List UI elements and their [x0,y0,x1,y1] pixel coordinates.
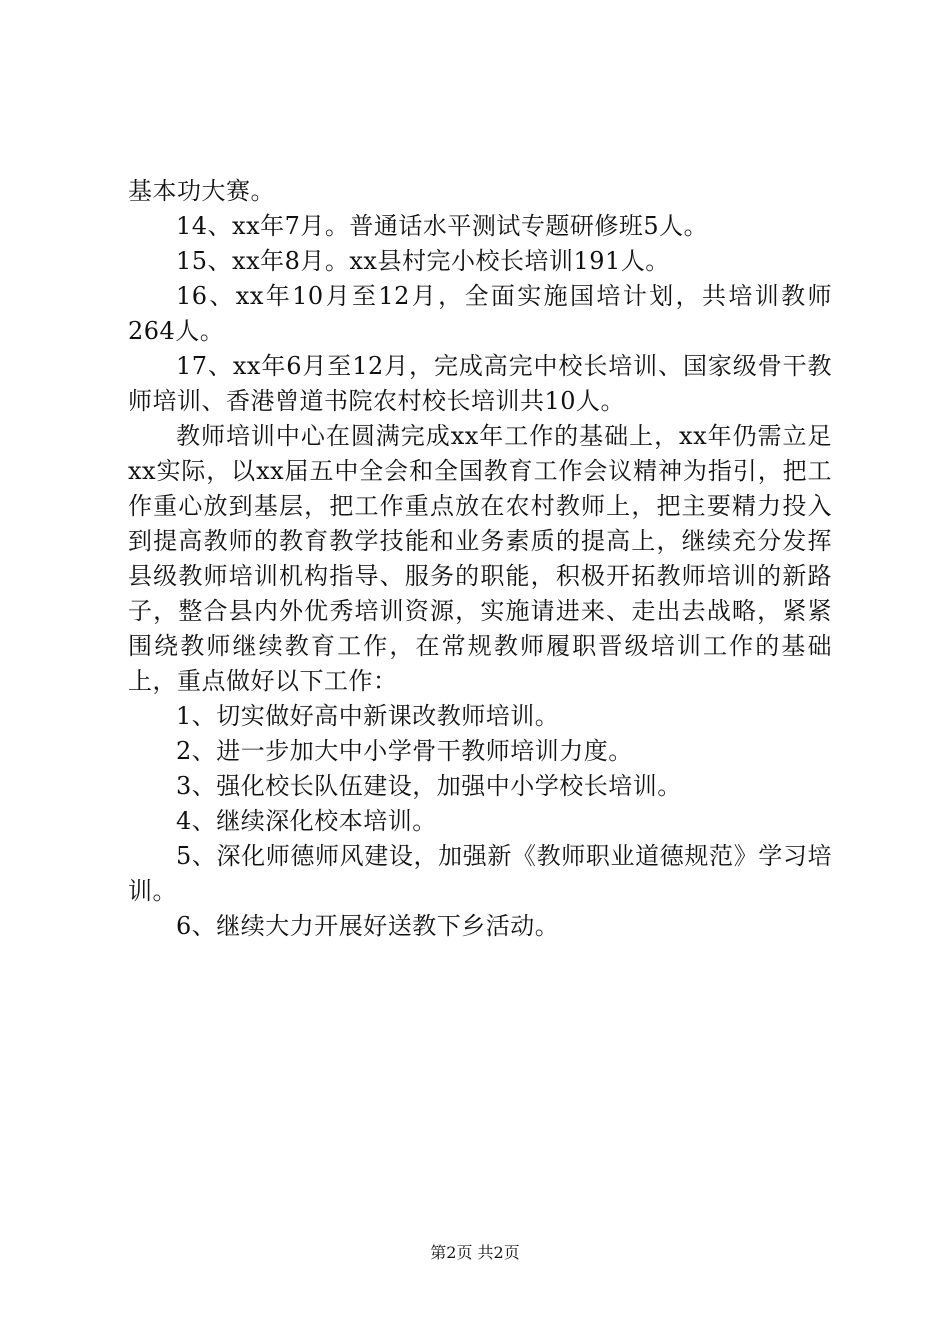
plan-item-1: 1、切实做好高中新课改教师培训。 [176,702,560,730]
list-item-15: 15、xx年8月。xx县村完小校长培训191人。 [176,247,670,275]
plan-item-3: 3、强化校长队伍建设，加强中小学校长培训。 [176,772,682,800]
page-number-indicator: 第2页 共2页 [430,1243,520,1262]
plan-item-2: 2、进一步加大中小学骨干教师培训力度。 [176,737,633,765]
paragraph-plan-summary: 教师培训中心在圆满完成xx年工作的基础上，xx年仍需立足xx实际，以xx届五中全会和全国教育工作会议精神为指引，把工作重心放到基层，把工作重点放在农村教师上，把主要精力投入到提高教师的教育教学技能和业务素质的提高上，继续充分发挥县级教师培训机构指导、服务的职能，积极开拓教师培训的新路子，整合县内外优秀培训资源，实施请进来、走出去战略，紧紧围绕教师继续教育工作，在常规教师履职晋级培训工作的基础上，重点做好以下工作： [128,422,832,695]
list-item-14: 14、xx年7月。普通话水平测试专题研修班5人。 [176,212,709,240]
list-item-16: 16、xx年10月至12月，全面实施国培计划，共培训教师264人。 [128,282,832,345]
plan-item-6: 6、继续大力开展好送教下乡活动。 [176,912,560,940]
plan-item-4: 4、继续深化校本培训。 [176,807,437,835]
paragraph-continuation: 基本功大赛。 [128,177,275,205]
list-item-17: 17、xx年6月至12月，完成高完中校长培训、国家级骨干教师培训、香港曾道书院农村校长培训共10人。 [128,352,832,415]
plan-item-5: 5、深化师德师风建设，加强新《教师职业道德规范》学习培训。 [128,842,832,905]
page-footer [0,1240,950,1263]
document-body [128,174,832,944]
